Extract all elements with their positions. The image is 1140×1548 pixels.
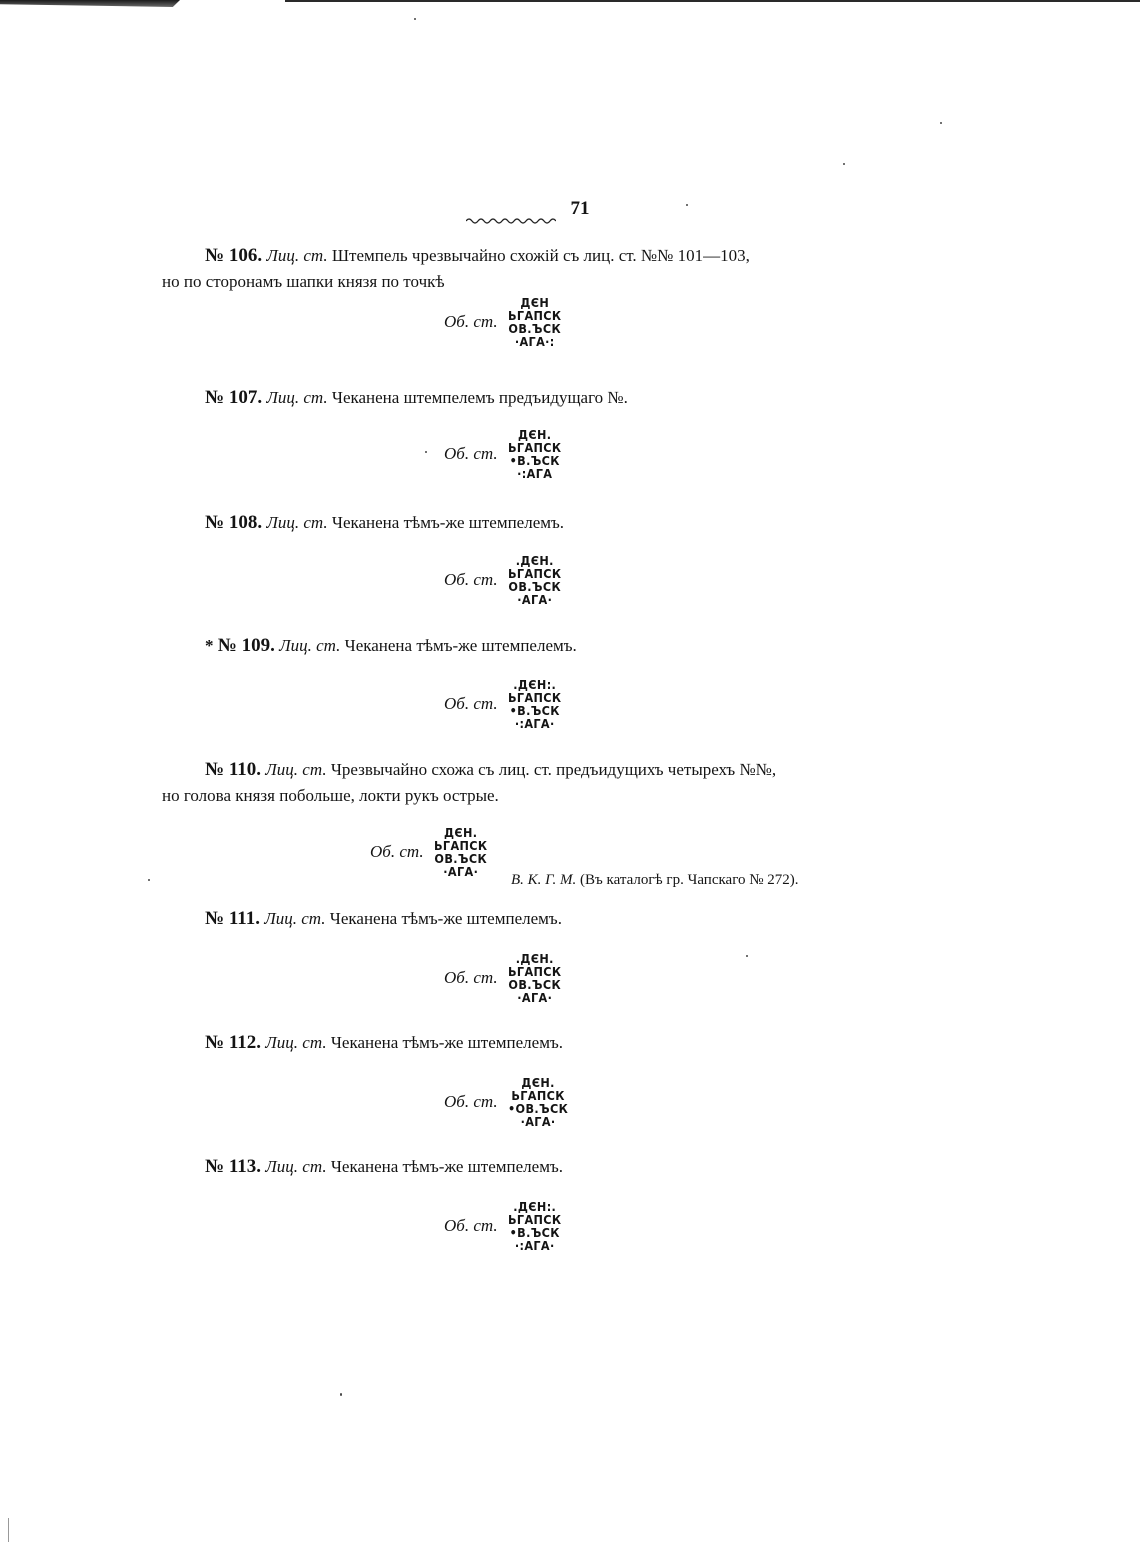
coin-legend: .ДЄН:. ЬГАПСК •В.ЪСК ·:АГА· xyxy=(507,677,562,731)
scan-speck xyxy=(148,879,150,881)
page-number: 71 xyxy=(570,198,590,219)
obverse-106: Об. ст. ДЄН ЬГАПСК ОВ.ЪСК ·АГА·: xyxy=(444,295,562,349)
entry-108: № 108. Лиц. ст. Чеканена тѣмъ-же штемпелемъ. xyxy=(205,512,565,533)
scan-speck xyxy=(340,1393,342,1396)
entry-107: № 107. Лиц. ст. Чеканена штемпелемъ предъидущаго №. xyxy=(205,387,628,408)
scan-edge-left xyxy=(0,0,180,7)
coin-legend: .ДЄН. ЬГАПСК ОВ.ЪСК ·АГА· xyxy=(507,553,562,607)
obverse-111: Об. ст. .ДЄН. ЬГАПСК ОВ.ЪСК ·АГА· xyxy=(444,951,562,1005)
obverse-109: Об. ст. .ДЄН:. ЬГАПСК •В.ЪСК ·:АГА· xyxy=(444,677,562,731)
scan-speck xyxy=(425,451,427,453)
source-citation: В. К. Г. М. (Въ каталогѣ гр. Чапскаго № 272). xyxy=(511,872,799,888)
scan-speck xyxy=(940,122,942,124)
obverse-112: Об. ст. ДЄН. ЬГАПСК •ОВ.ЪСК ·АГА· xyxy=(444,1075,568,1129)
scan-speck xyxy=(8,1518,9,1542)
entry-112: № 112. Лиц. ст. Чеканена тѣмъ-же штемпелемъ. xyxy=(205,1032,563,1053)
scan-speck xyxy=(843,163,845,165)
scan-speck xyxy=(414,18,416,20)
coin-legend: .ДЄН. ЬГАПСК ОВ.ЪСК ·АГА· xyxy=(507,951,562,1005)
entry-109: * № 109. Лиц. ст. Чеканена тѣмъ-же штемпелемъ. xyxy=(205,635,577,656)
coin-legend: .ДЄН:. ЬГАПСК •В.ЪСК ·:АГА· xyxy=(507,1199,562,1253)
obverse-108: Об. ст. .ДЄН. ЬГАПСК ОВ.ЪСК ·АГА· xyxy=(444,553,562,607)
obverse-110: Об. ст. ДЄН. ЬГАПСК ОВ.ЪСК ·АГА· xyxy=(370,825,488,879)
entry-106: № 106. Лиц. ст. Штемпель чрезвычайно схожій съ лиц. ст. №№ 101—103, но по сторонамъ шапки князя по точкѣ xyxy=(162,245,750,291)
coin-legend: ДЄН. ЬГАПСК •ОВ.ЪСК ·АГА· xyxy=(507,1075,568,1129)
scan-speck xyxy=(746,955,748,957)
obverse-113: Об. ст. .ДЄН:. ЬГАПСК •В.ЪСК ·:АГА· xyxy=(444,1199,562,1253)
scan-speck xyxy=(686,204,688,206)
obverse-107: Об. ст. ДЄН. ЬГАПСК •В.ЪСК ·:АГА xyxy=(444,427,562,481)
entry-111: № 111. Лиц. ст. Чеканена тѣмъ-же штемпелемъ. xyxy=(205,908,562,929)
scan-edge-top xyxy=(285,0,1140,2)
entry-113: № 113. Лиц. ст. Чеканена тѣмъ-же штемпелемъ. xyxy=(205,1156,563,1177)
coin-legend: ДЄН. ЬГАПСК ОВ.ЪСК ·АГА· xyxy=(433,825,488,879)
entry-110: № 110. Лиц. ст. Чрезвычайно схожа съ лиц. ст. предъидущихъ четырехъ №№, но голова князя побольше, локти рукъ острые. xyxy=(162,759,777,805)
coin-legend: ДЄН. ЬГАПСК •В.ЪСК ·:АГА xyxy=(507,427,562,481)
coin-legend: ДЄН ЬГАПСК ОВ.ЪСК ·АГА·: xyxy=(507,295,562,349)
page-number-ornament xyxy=(466,216,556,224)
